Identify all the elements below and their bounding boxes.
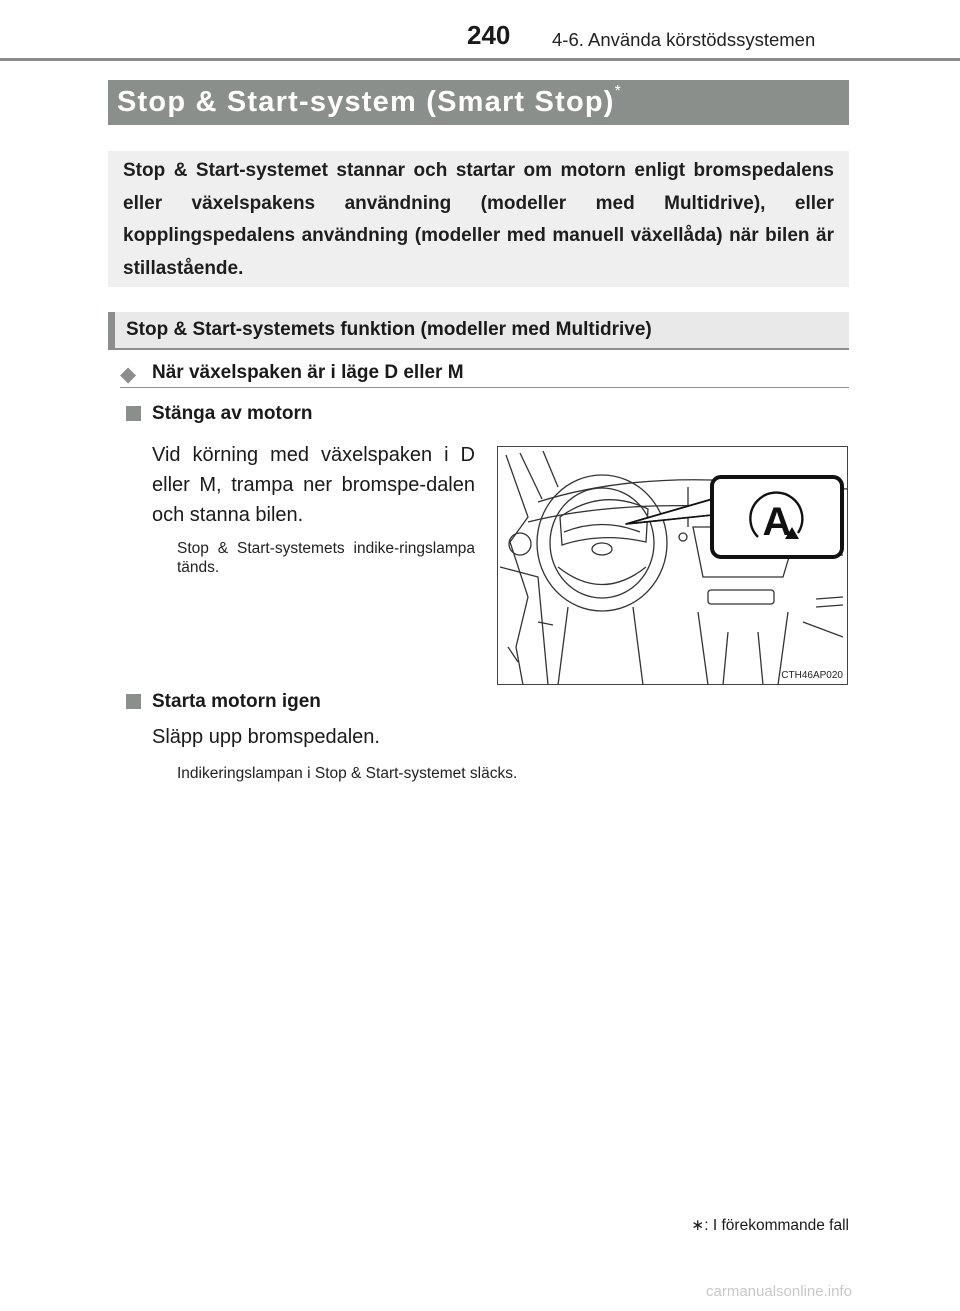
restart-engine-text: Släpp upp bromspedalen. [152, 726, 380, 748]
footnote: ∗: I förekommande fall [691, 1217, 849, 1234]
subheading-text: Stop & Start-systemets funktion (modeller med Multidrive) [126, 319, 652, 340]
stop-engine-note: Stop & Start-systemets indike-ringslampa tänds. [177, 540, 475, 576]
stop-engine-heading: Stänga av motorn [152, 403, 313, 424]
subheading-accent [108, 312, 115, 348]
gear-section-heading: När växelspaken är i läge D eller M [152, 362, 464, 383]
watermark: carmanualsonline.info [706, 1283, 852, 1300]
subheading-bar [108, 312, 849, 350]
header-rule [0, 58, 960, 61]
intro-text: Stop & Start-systemet stannar och startar om motorn enligt bromspedalens eller växelspakens användning (modeller med Multidrive), eller kopplingspedalens användning (modeller med manuell växellåda) när bilen är stillastående. [123, 160, 834, 279]
square-bullet-icon [126, 406, 141, 421]
diamond-bullet-icon: ◆ [120, 363, 137, 386]
restart-engine-note: Indikeringslampan i Stop & Start-systemet släcks. [177, 765, 518, 782]
page-title-text: Stop & Start-system (Smart Stop) [117, 86, 615, 118]
section-header: 4-6. Använda körstödssystemen [552, 29, 816, 50]
dashboard-drawing [498, 447, 849, 686]
gear-section-rule [120, 387, 849, 388]
page-title [117, 83, 623, 119]
dashboard-illustration [497, 446, 848, 685]
restart-engine-heading: Starta motorn igen [152, 691, 321, 712]
footnote-mark: * [614, 83, 623, 101]
square-bullet-icon [126, 694, 141, 709]
intro-box [108, 151, 849, 287]
illustration-code: CTH46AP020 [781, 670, 843, 681]
stop-engine-text: Vid körning med växelspaken i D eller M, trampa ner bromspe-dalen och stanna bilen. [152, 444, 475, 526]
title-bar [108, 80, 849, 125]
page-number: 240 [467, 20, 511, 50]
callout-label: A [762, 500, 792, 544]
